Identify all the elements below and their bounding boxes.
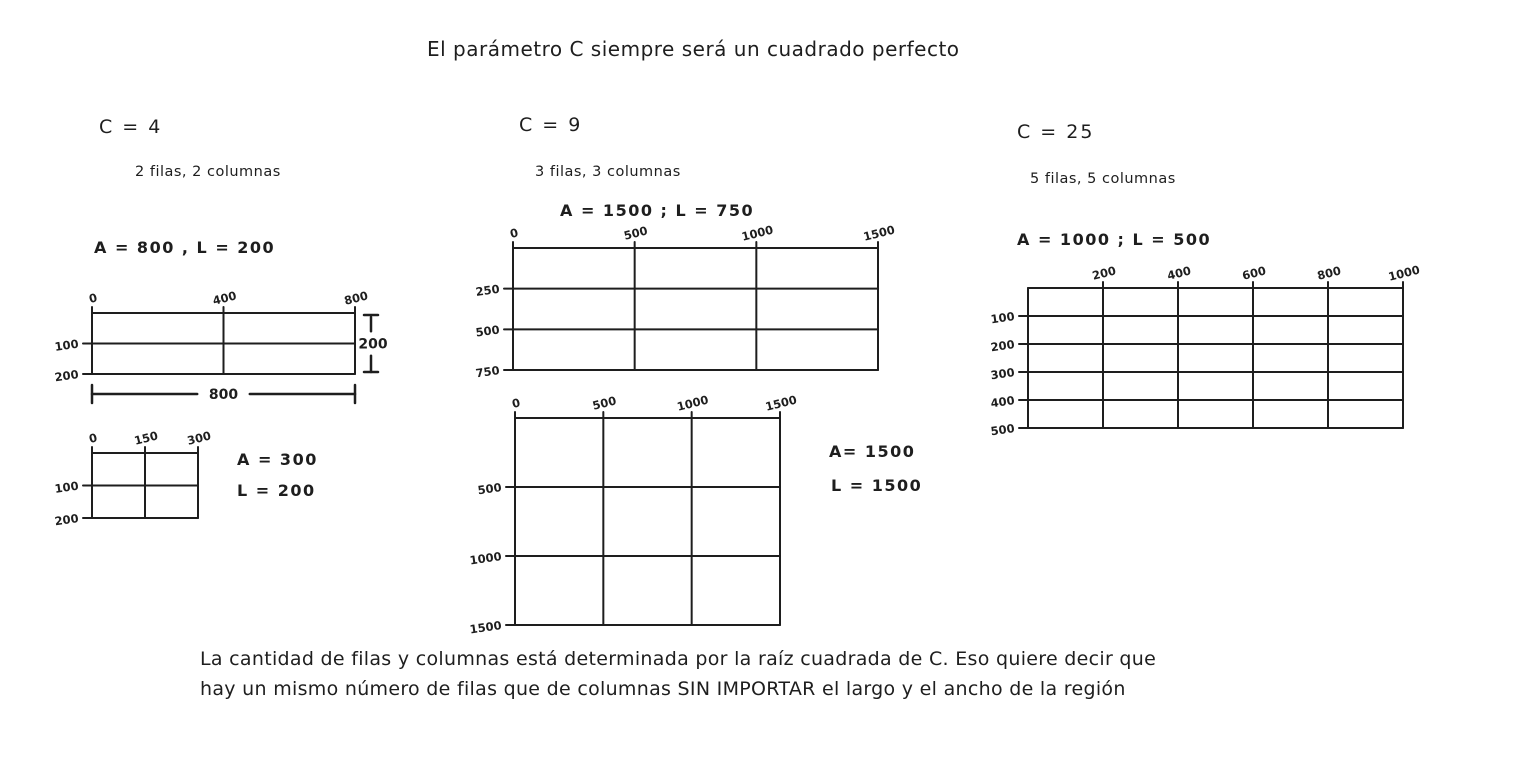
svg-text:400: 400 (211, 288, 238, 308)
svg-text:1000: 1000 (469, 549, 503, 568)
svg-text:0: 0 (508, 225, 520, 241)
svg-text:100: 100 (989, 309, 1016, 327)
footer-line-2: hay un mismo número de filas que de columnas SIN IMPORTAR el largo y el ancho de la región (200, 678, 1126, 700)
svg-text:800: 800 (208, 387, 239, 403)
page-title: El parámetro C siempre será un cuadrado perfecto (427, 37, 960, 61)
section-c4-heading: C = 4 (99, 116, 163, 138)
grid-c9-wide (467, 218, 942, 414)
grid-c4-small (46, 423, 262, 562)
svg-text:300: 300 (185, 428, 213, 448)
svg-text:500: 500 (476, 480, 503, 498)
svg-text:600: 600 (1240, 263, 1268, 283)
section-c9-subheading: 3 filas, 3 columnas (535, 164, 681, 180)
svg-text:200: 200 (53, 511, 80, 529)
svg-text:150: 150 (132, 428, 160, 448)
label-c9-square-area: A= 1500 (829, 442, 916, 461)
svg-text:100: 100 (53, 478, 80, 496)
section-c25-subheading: 5 filas, 5 columnas (1030, 171, 1176, 187)
svg-text:300: 300 (989, 365, 1016, 383)
section-c4-params: A = 800 , L = 200 (94, 238, 276, 257)
grid-drawing (46, 423, 262, 558)
svg-text:0: 0 (87, 430, 99, 446)
svg-text:1000: 1000 (1386, 262, 1422, 284)
label-c4-small-length: L = 200 (237, 481, 316, 500)
grid-drawing (467, 218, 942, 413)
section-c25-params: A = 1000 ; L = 500 (1017, 230, 1212, 249)
svg-text:1000: 1000 (675, 392, 710, 414)
svg-text:800: 800 (1315, 263, 1343, 283)
footer-note (200, 644, 1156, 704)
grid-c25-main (982, 258, 1467, 472)
section-c4-subheading: 2 filas, 2 columnas (135, 164, 281, 180)
section-c9-heading: C = 9 (519, 114, 583, 136)
svg-text:200: 200 (358, 336, 388, 353)
svg-text:1500: 1500 (469, 618, 503, 637)
svg-text:250: 250 (474, 281, 501, 299)
svg-text:500: 500 (622, 223, 650, 243)
footer-line-1: La cantidad de filas y columnas está determinada por la raíz cuadrada de C. Eso quiere decir que (200, 648, 1157, 670)
grid-drawing (469, 388, 844, 665)
svg-text:1000: 1000 (740, 222, 775, 244)
svg-text:200: 200 (989, 337, 1016, 355)
svg-text:100: 100 (53, 336, 80, 354)
svg-text:200: 200 (1090, 263, 1118, 283)
svg-text:400: 400 (1165, 263, 1193, 283)
section-c9-params: A = 1500 ; L = 750 (560, 201, 755, 220)
svg-text:1500: 1500 (861, 222, 897, 244)
svg-text:500: 500 (474, 322, 501, 340)
label-c4-small-area: A = 300 (237, 450, 318, 469)
svg-text:750: 750 (474, 363, 501, 381)
section-c25-heading: C = 25 (1017, 121, 1095, 143)
svg-text:200: 200 (53, 367, 80, 385)
svg-text:0: 0 (87, 290, 99, 306)
grid-drawing (982, 258, 1467, 468)
svg-text:0: 0 (510, 395, 522, 411)
svg-text:1500: 1500 (763, 392, 799, 414)
svg-text:800: 800 (342, 288, 370, 308)
grid-c4-main (46, 283, 419, 418)
grid-drawing (46, 283, 419, 414)
grid-c9-square (469, 388, 844, 669)
svg-text:500: 500 (989, 421, 1016, 439)
label-c9-square-length: L = 1500 (831, 476, 923, 495)
svg-text:400: 400 (989, 393, 1016, 411)
svg-text:500: 500 (591, 393, 618, 413)
